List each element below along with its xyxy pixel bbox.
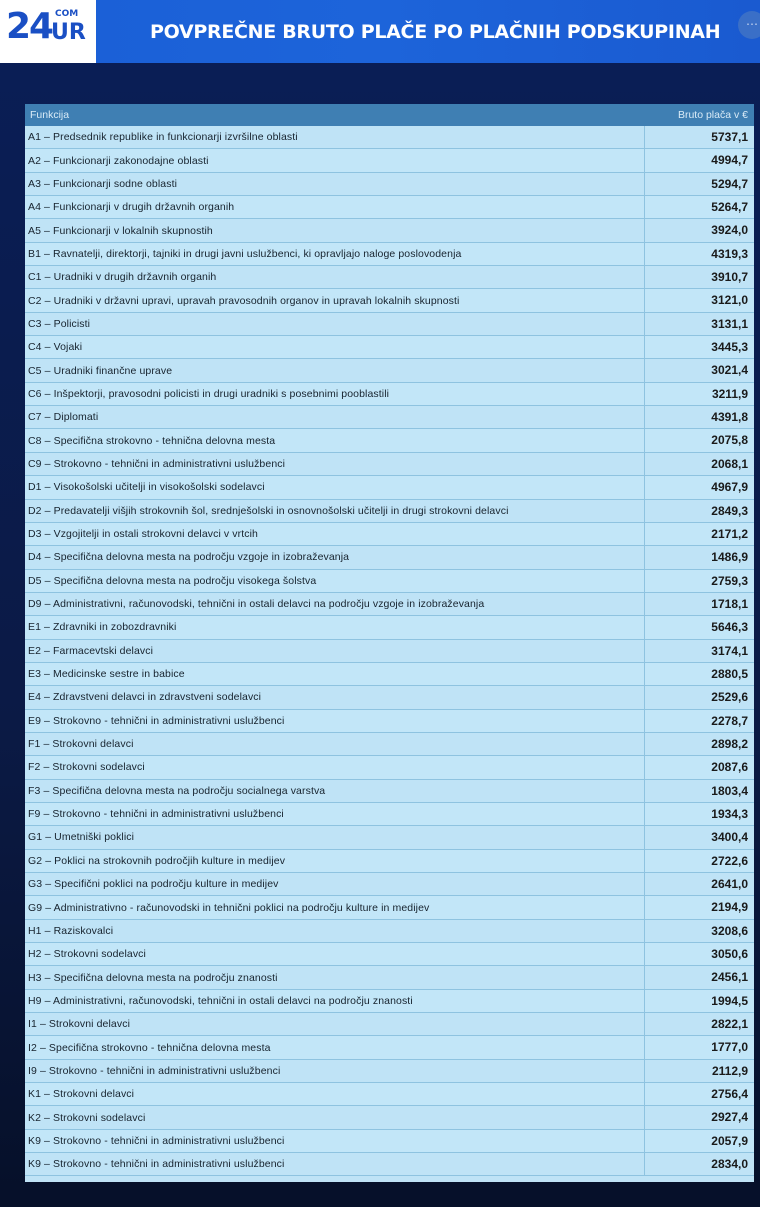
row-salary-value: 3208,6 bbox=[644, 920, 754, 942]
row-function-name: D2 – Predavatelji višjih strokovnih šol, srednješolski in osnovnošolski učitelji in drugi strokovni delavci bbox=[28, 504, 509, 517]
table-header bbox=[25, 104, 754, 126]
row-salary-value: 2834,0 bbox=[644, 1153, 754, 1175]
table-row bbox=[25, 780, 754, 803]
column-header-salary: Bruto plača v € bbox=[677, 109, 748, 121]
row-salary-value: 2756,4 bbox=[644, 1083, 754, 1105]
table-row bbox=[25, 756, 754, 779]
row-salary-value: 2068,1 bbox=[644, 453, 754, 475]
row-function-name: G2 – Poklici na strokovnih področjih kulture in medijev bbox=[28, 854, 286, 867]
row-salary-value: 2880,5 bbox=[644, 663, 754, 685]
row-salary-value: 1718,1 bbox=[644, 593, 754, 615]
table-row bbox=[25, 570, 754, 593]
row-salary-value: 2759,3 bbox=[644, 570, 754, 592]
row-function-name: C2 – Uradniki v državni upravi, upravah pravosodnih organov in upravah lokalnih skupnosti bbox=[28, 294, 460, 307]
row-function-name: F3 – Specifična delovna mesta na področju socialnega varstva bbox=[28, 784, 326, 797]
row-salary-value: 4391,8 bbox=[644, 406, 754, 428]
table-row bbox=[25, 1060, 754, 1083]
row-salary-value: 5737,1 bbox=[644, 126, 754, 148]
row-function-name: E3 – Medicinske sestre in babice bbox=[28, 668, 185, 681]
table-row bbox=[25, 383, 754, 406]
row-salary-value: 2641,0 bbox=[644, 873, 754, 895]
logo-24-text: 24 bbox=[6, 6, 53, 47]
table-row bbox=[25, 429, 754, 452]
row-function-name: D3 – Vzgojitelji in ostali strokovni delavci v vrtcih bbox=[28, 528, 258, 541]
table-row bbox=[25, 219, 754, 242]
row-function-name: F9 – Strokovno - tehnični in administrativni uslužbenci bbox=[28, 808, 284, 821]
table-row bbox=[25, 149, 754, 172]
row-salary-value: 3400,4 bbox=[644, 826, 754, 848]
table-row bbox=[25, 546, 754, 569]
row-salary-value: 5264,7 bbox=[644, 196, 754, 218]
table-row bbox=[25, 313, 754, 336]
table-row bbox=[25, 523, 754, 546]
table-row bbox=[25, 1083, 754, 1106]
row-function-name: B1 – Ravnatelji, direktorji, tajniki in drugi javni uslužbenci, ki opravljajo naloge poslovodenja bbox=[28, 247, 462, 260]
row-salary-value: 2057,9 bbox=[644, 1130, 754, 1152]
row-salary-value: 3174,1 bbox=[644, 640, 754, 662]
table-row bbox=[25, 453, 754, 476]
header-banner bbox=[0, 0, 760, 63]
table-row bbox=[25, 336, 754, 359]
row-function-name: F2 – Strokovni sodelavci bbox=[28, 761, 145, 774]
table-row bbox=[25, 1153, 754, 1176]
table-row bbox=[25, 1106, 754, 1129]
row-salary-value: 2529,6 bbox=[644, 686, 754, 708]
row-function-name: K2 – Strokovni sodelavci bbox=[28, 1111, 146, 1124]
row-salary-value: 2075,8 bbox=[644, 429, 754, 451]
row-function-name: K9 – Strokovno - tehnični in administrativni uslužbenci bbox=[28, 1158, 285, 1171]
row-function-name: D9 – Administrativni, računovodski, tehnični in ostali delavci na področju vzgoje in izobraževanja bbox=[28, 598, 485, 611]
row-function-name: H3 – Specifična delovna mesta na področju znanosti bbox=[28, 971, 278, 984]
table-row bbox=[25, 593, 754, 616]
row-salary-value: 4994,7 bbox=[644, 149, 754, 171]
row-function-name: E9 – Strokovno - tehnični in administrativni uslužbenci bbox=[28, 714, 285, 727]
table-row bbox=[25, 943, 754, 966]
table-row bbox=[25, 126, 754, 149]
row-salary-value: 3445,3 bbox=[644, 336, 754, 358]
row-function-name: H1 – Raziskovalci bbox=[28, 924, 114, 937]
row-function-name: A5 – Funkcionarji v lokalnih skupnostih bbox=[28, 224, 213, 237]
row-function-name: G9 – Administrativno - računovodski in tehnični poklici na področju kulture in medijev bbox=[28, 901, 430, 914]
logo-com-text: COM bbox=[55, 9, 79, 19]
table-row bbox=[25, 920, 754, 943]
table-row bbox=[25, 826, 754, 849]
table-row bbox=[25, 173, 754, 196]
row-function-name: E1 – Zdravniki in zobozdravniki bbox=[28, 621, 177, 634]
row-function-name: E2 – Farmacevtski delavci bbox=[28, 644, 154, 657]
table-row bbox=[25, 733, 754, 756]
row-function-name: I2 – Specifična strokovno - tehnična delovna mesta bbox=[28, 1041, 271, 1054]
row-salary-value: 3121,0 bbox=[644, 289, 754, 311]
row-salary-value: 2087,6 bbox=[644, 756, 754, 778]
table-row bbox=[25, 243, 754, 266]
row-function-name: C1 – Uradniki v drugih državnih organih bbox=[28, 271, 217, 284]
row-salary-value: 2822,1 bbox=[644, 1013, 754, 1035]
table-row bbox=[25, 850, 754, 873]
more-options-icon[interactable]: ⋯ bbox=[738, 11, 760, 39]
row-function-name: G1 – Umetniški poklici bbox=[28, 831, 135, 844]
row-function-name: C9 – Strokovno - tehnični in administrativni uslužbenci bbox=[28, 457, 286, 470]
row-function-name: I9 – Strokovno - tehnični in administrativni uslužbenci bbox=[28, 1064, 281, 1077]
row-function-name: I1 – Strokovni delavci bbox=[28, 1018, 131, 1031]
table-row bbox=[25, 873, 754, 896]
row-salary-value: 2849,3 bbox=[644, 500, 754, 522]
row-function-name: K9 – Strokovno - tehnični in administrativni uslužbenci bbox=[28, 1134, 285, 1147]
table-row bbox=[25, 803, 754, 826]
row-function-name: F1 – Strokovni delavci bbox=[28, 738, 134, 751]
row-salary-value: 1486,9 bbox=[644, 546, 754, 568]
row-salary-value: 5294,7 bbox=[644, 173, 754, 195]
row-function-name: E4 – Zdravstveni delavci in zdravstveni sodelavci bbox=[28, 691, 262, 704]
logo-ur-text: UR bbox=[51, 20, 86, 45]
page-title: POVPREČNE BRUTO PLAČE PO PLAČNIH PODSKUPINAH bbox=[150, 21, 721, 43]
table-row bbox=[25, 896, 754, 919]
table-row bbox=[25, 359, 754, 382]
row-function-name: A2 – Funkcionarji zakonodajne oblasti bbox=[28, 154, 209, 167]
column-header-function: Funkcija bbox=[30, 109, 70, 121]
row-salary-value: 1994,5 bbox=[644, 990, 754, 1012]
row-function-name: C6 – Inšpektorji, pravosodni policisti in drugi uradniki s posebnimi pooblastili bbox=[28, 387, 390, 400]
row-function-name: G3 – Specifični poklici na področju kulture in medijev bbox=[28, 878, 279, 891]
table-row bbox=[25, 616, 754, 639]
row-function-name: C3 – Policisti bbox=[28, 317, 91, 330]
table-row bbox=[25, 686, 754, 709]
row-salary-value: 5646,3 bbox=[644, 616, 754, 638]
table-row bbox=[25, 266, 754, 289]
row-salary-value: 2456,1 bbox=[644, 966, 754, 988]
table-row bbox=[25, 966, 754, 989]
row-salary-value: 3021,4 bbox=[644, 359, 754, 381]
row-salary-value: 1934,3 bbox=[644, 803, 754, 825]
row-salary-value: 2722,6 bbox=[644, 850, 754, 872]
table-row bbox=[25, 1013, 754, 1036]
row-salary-value: 2171,2 bbox=[644, 523, 754, 545]
table-row bbox=[25, 289, 754, 312]
row-function-name: C4 – Vojaki bbox=[28, 341, 83, 354]
row-function-name: D4 – Specifična delovna mesta na področju vzgoje in izobraževanja bbox=[28, 551, 350, 564]
row-salary-value: 1777,0 bbox=[644, 1036, 754, 1058]
row-salary-value: 3910,7 bbox=[644, 266, 754, 288]
row-function-name: C7 – Diplomati bbox=[28, 411, 99, 424]
row-salary-value: 4319,3 bbox=[644, 243, 754, 265]
table-row bbox=[25, 1036, 754, 1059]
row-salary-value: 2898,2 bbox=[644, 733, 754, 755]
row-salary-value: 2112,9 bbox=[644, 1060, 754, 1082]
row-salary-value: 2927,4 bbox=[644, 1106, 754, 1128]
table-row bbox=[25, 663, 754, 686]
table-row bbox=[25, 500, 754, 523]
row-function-name: H9 – Administrativni, računovodski, tehnični in ostali delavci na področju znanosti bbox=[28, 994, 413, 1007]
table-row bbox=[25, 476, 754, 499]
row-salary-value: 3211,9 bbox=[644, 383, 754, 405]
table-row bbox=[25, 196, 754, 219]
table-row bbox=[25, 990, 754, 1013]
row-salary-value: 4967,9 bbox=[644, 476, 754, 498]
table-row bbox=[25, 406, 754, 429]
row-function-name: K1 – Strokovni delavci bbox=[28, 1088, 135, 1101]
row-function-name: A3 – Funkcionarji sodne oblasti bbox=[28, 177, 178, 190]
table-body bbox=[25, 126, 754, 1176]
row-salary-value: 3924,0 bbox=[644, 219, 754, 241]
row-function-name: C8 – Specifična strokovno - tehnična delovna mesta bbox=[28, 434, 276, 447]
row-function-name: D1 – Visokošolski učitelji in visokošolski sodelavci bbox=[28, 481, 265, 494]
row-function-name: C5 – Uradniki finančne uprave bbox=[28, 364, 173, 377]
row-function-name: D5 – Specifična delovna mesta na področju visokega šolstva bbox=[28, 574, 317, 587]
row-function-name: H2 – Strokovni sodelavci bbox=[28, 948, 146, 961]
site-logo[interactable] bbox=[0, 0, 96, 63]
table-row bbox=[25, 640, 754, 663]
row-salary-value: 2278,7 bbox=[644, 710, 754, 732]
table-row bbox=[25, 1130, 754, 1153]
row-salary-value: 2194,9 bbox=[644, 896, 754, 918]
table-row bbox=[25, 710, 754, 733]
salary-table bbox=[25, 104, 754, 1182]
row-salary-value: 3050,6 bbox=[644, 943, 754, 965]
row-function-name: A4 – Funkcionarji v drugih državnih organih bbox=[28, 201, 235, 214]
row-salary-value: 1803,4 bbox=[644, 780, 754, 802]
row-function-name: A1 – Predsednik republike in funkcionarji izvršilne oblasti bbox=[28, 131, 298, 144]
row-salary-value: 3131,1 bbox=[644, 313, 754, 335]
